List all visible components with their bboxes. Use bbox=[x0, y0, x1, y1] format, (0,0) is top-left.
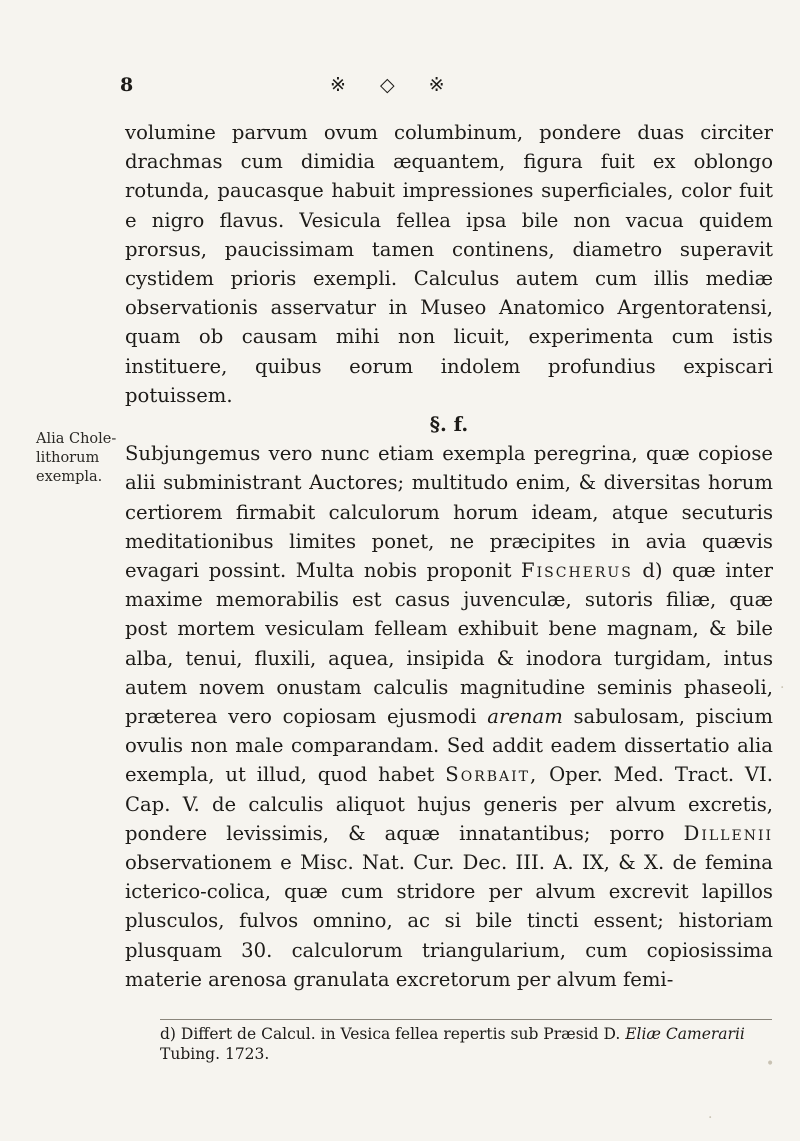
paper-speck: · bbox=[708, 1110, 713, 1126]
footnote-marker: d) bbox=[160, 1025, 176, 1043]
paper-speck: • bbox=[766, 1056, 775, 1072]
page-header bbox=[120, 74, 780, 108]
header-ornament-icon: ※ ◇ ※ bbox=[330, 74, 459, 96]
footnote bbox=[160, 1024, 772, 1064]
paragraph-2-part-e: observationem e Misc. Nat. Cur. Dec. III. A. IX, & X. de femina icterico-colica, quæ cum stridore per alvum excrevit lapillos plusculos, fulvos omnino, ac si bile tincti essent; historiam plusquam 30. calculorum triangularium, cum copiosissima materie arenosa granulata excretorum per alvum femi- bbox=[125, 851, 773, 991]
footnote-name: Eliæ Camerarii bbox=[625, 1025, 745, 1043]
main-text bbox=[125, 118, 773, 994]
paper-speck: · bbox=[780, 680, 785, 696]
word-arenam: arenam bbox=[487, 705, 563, 729]
paragraph-2-part-c: sabulosam, piscium ovulis non male comparandam. Sed addit eadem dissertatio alia exempla, ut illud, quod habet bbox=[125, 705, 773, 787]
section-mark: §. f. bbox=[429, 413, 469, 437]
author-sorbait: Sorbait, bbox=[445, 763, 539, 787]
author-fischerus: Fischerus bbox=[521, 559, 633, 583]
author-dillenius: Dillenii bbox=[683, 821, 774, 845]
paragraph-2-part-b: d) quæ inter maxime memorabilis est casus juvenculæ, sutoris filiæ, quæ post mortem vesiculam felleam exhibuit bene magnam, & bile alba, tenui, fluxili, aquea, insipida & inodora turgidam, intus autem novem onustam calculis magnitudine seminis phaseoli, præterea vero copiosam ejusmodi bbox=[125, 559, 773, 729]
footnote-divider bbox=[160, 1019, 772, 1020]
paragraph-1: volumine parvum ovum columbinum, pondere duas circiter drachmas cum dimidia æquantem, figura fuit ex oblongo rotunda, paucasque habuit impressiones superficiales, color fuit e nigro flavus. Vesicula fellea ipsa bile non vacua quidem prorsus, paucissimam tamen continens, diametro superavit cystidem prioris exempli. Calculus autem cum illis mediæ observationis asservatur in Museo Anatomico Argentoratensi, quam ob causam mihi non licuit, experimenta cum istis instituere, quibus eorum indolem profundius expiscari potuissem. bbox=[125, 121, 773, 407]
paragraph-2 bbox=[125, 439, 773, 994]
footnote-text: Differt de Calcul. in Vesica fellea repertis sub Præsid D. bbox=[180, 1025, 621, 1043]
paragraph-2-part-d: Oper. Med. Tract. VI. Cap. V. de calculis aliquot hujus generis per alvum excretis, pondere levissimis, & aquæ innatantibus; porro bbox=[125, 763, 774, 845]
paragraph-2-part-a: Subjungemus vero nunc etiam exempla peregrina, quæ copiose alii subministrant Auctores; multitudo enim, & diversitas horum certiorem firmabit calculorum horum ideam, atque secuturis meditationibus limites ponet, ne præcipites in avia quævis evagari possint. Multa nobis proponit bbox=[125, 442, 773, 583]
footnote-place: Tubing. 1723. bbox=[160, 1045, 270, 1063]
margin-note: Alia Chole-lithorum exempla. bbox=[36, 431, 117, 485]
page-number: 8 bbox=[120, 74, 134, 96]
